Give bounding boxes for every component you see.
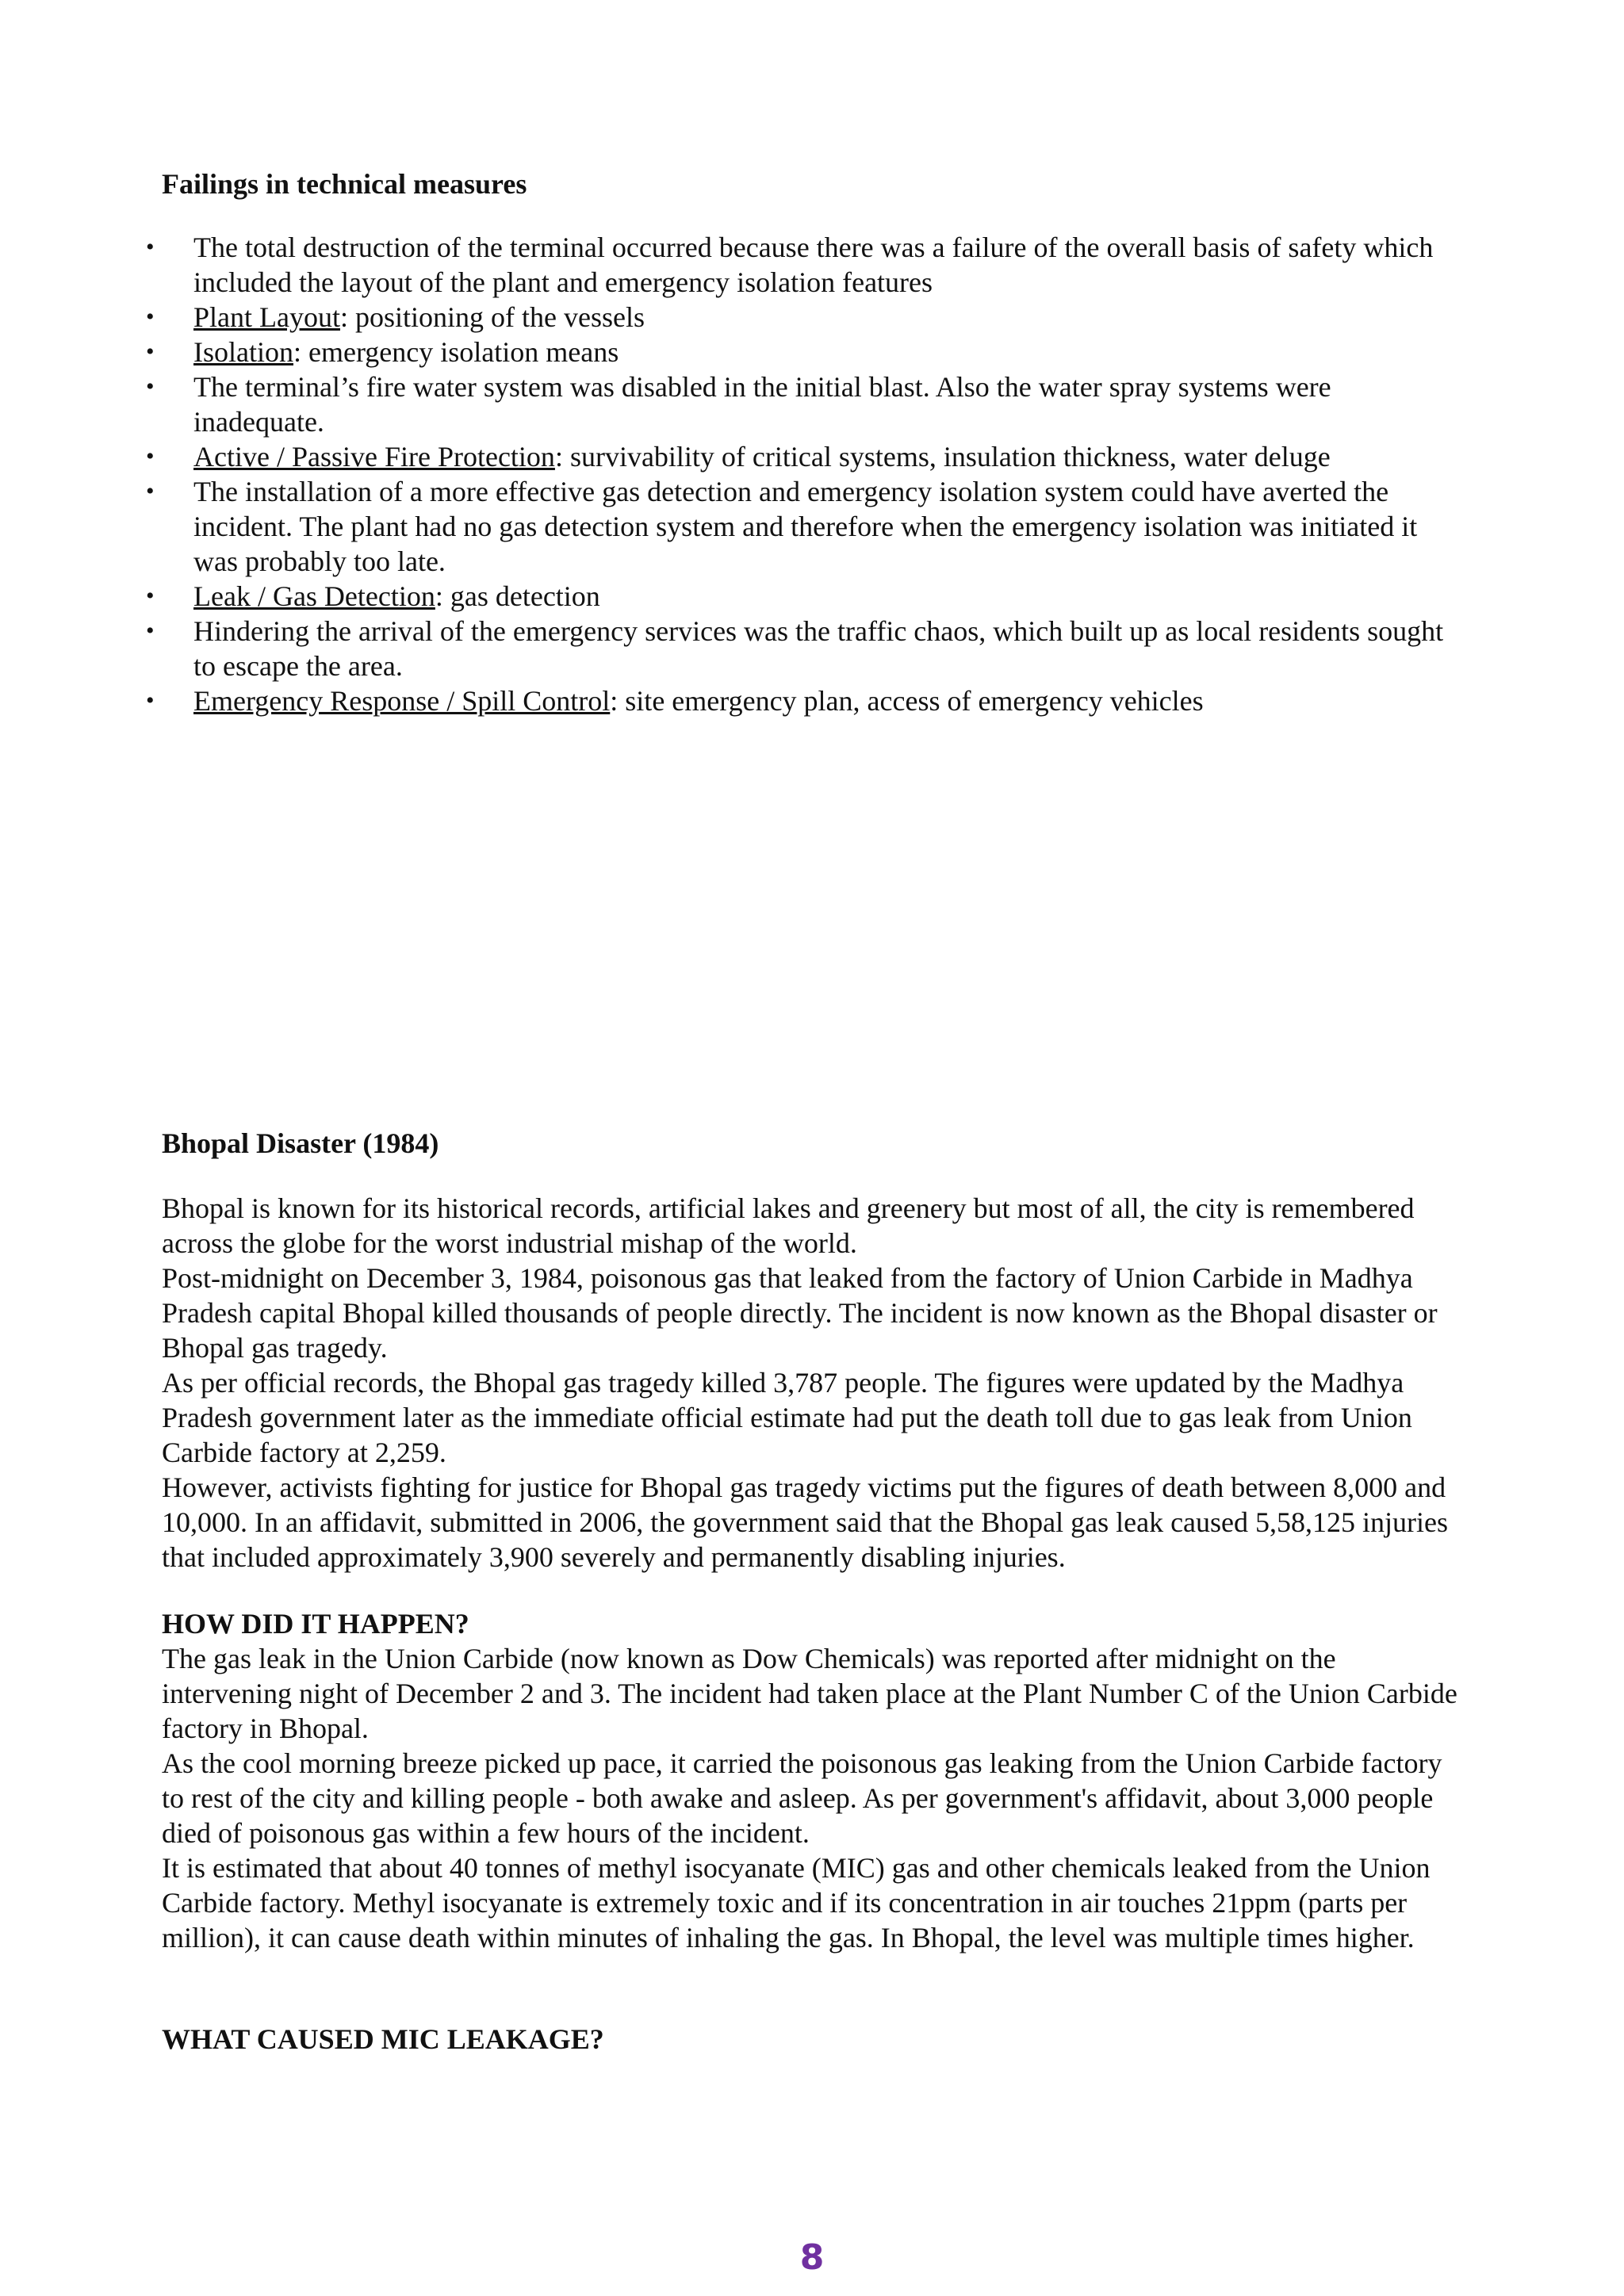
bullet-underlined-label: Active / Passive Fire Protection <box>193 441 555 473</box>
bullet-item: • Plant Layout: positioning of the vessels <box>162 300 1462 335</box>
bullet-item: • The installation of a more effective gas detection and emergency isolation system could have averted the incident. The plant had no gas detection system and therefore when the emergency isolation was initiated it was probably too late. <box>162 474 1462 579</box>
how-body-text <box>162 1641 1462 1955</box>
section-heading-how: HOW DID IT HAPPEN? <box>162 1608 469 1640</box>
bhopal-body-text <box>162 1191 1462 1575</box>
paragraph: Bhopal is known for its historical records, artificial lakes and greenery but most of all, the city is remembered across the globe for the worst industrial mishap of the world. <box>162 1192 1415 1259</box>
bullet-underlined-label: Emergency Response / Spill Control <box>193 685 611 717</box>
bullet-item: • Isolation: emergency isolation means <box>162 335 1462 369</box>
page-number: 8 <box>799 2237 825 2278</box>
section-heading-failings: Failings in technical measures <box>162 168 527 200</box>
paragraph: Post-midnight on December 3, 1984, poisonous gas that leaked from the factory of Union Carbide in Madhya Pradesh capital Bhopal killed thousands of people directly. The incident is now known as the Bhopal disaster or Bhopal gas tragedy. <box>162 1262 1438 1364</box>
paragraph: The gas leak in the Union Carbide (now known as Dow Chemicals) was reported after midnight on the intervening night of December 2 and 3. The incident had taken place at the Plant Number C of the Union Carbide factory in Bhopal. <box>162 1643 1457 1744</box>
paragraph: It is estimated that about 40 tonnes of methyl isocyanate (MIC) gas and other chemicals leaked from the Union Carbide factory. Methyl isocyanate is extremely toxic and if its concentration in air touches 21ppm (parts per million), it can cause death within minutes of inhaling the gas. In Bhopal, the level was multiple times higher. <box>162 1852 1431 1954</box>
paragraph: As per official records, the Bhopal gas tragedy killed 3,787 people. The figures were updated by the Madhya Pradesh government later as the immediate official estimate had put the death toll due to gas leak from Union Carbide factory at 2,259. <box>162 1367 1412 1468</box>
paragraph: However, activists fighting for justice for Bhopal gas tragedy victims put the figures of death between 8,000 and 10,000. In an affidavit, submitted in 2006, the government said that the Bhopal gas leak caused 5,58,125 injuries that included approximately 3,900 severely and permanently disabling injuries. <box>162 1471 1449 1573</box>
bullet-item: • The total destruction of the terminal occurred because there was a failure of the overall basis of safety which included the layout of the plant and emergency isolation features <box>162 230 1462 300</box>
bullet-item: • The terminal’s fire water system was disabled in the initial blast. Also the water spray systems were inadequate. <box>162 369 1462 439</box>
section-heading-bhopal: Bhopal Disaster (1984) <box>162 1127 439 1159</box>
paragraph: As the cool morning breeze picked up pace, it carried the poisonous gas leaking from the Union Carbide factory to rest of the city and killing people - both awake and asleep. As per government's affidavit, about 3,000 people died of poisonous gas within a few hours of the incident. <box>162 1747 1442 1849</box>
bullet-underlined-label: Plant Layout <box>193 301 340 333</box>
bullet-item: • Leak / Gas Detection: gas detection <box>162 579 1462 614</box>
bullet-item: • Emergency Response / Spill Control: site emergency plan, access of emergency vehicles <box>162 683 1462 718</box>
failings-bullet-list <box>162 230 1462 718</box>
bullet-item: • Hindering the arrival of the emergency services was the traffic chaos, which built up as local residents sought to escape the area. <box>162 614 1462 683</box>
bullet-item: • Active / Passive Fire Protection: survivability of critical systems, insulation thickness, water deluge <box>162 439 1462 474</box>
bullet-underlined-label: Leak / Gas Detection <box>193 580 435 612</box>
section-heading-mic-leakage: WHAT CAUSED MIC LEAKAGE? <box>162 2023 604 2055</box>
bullet-underlined-label: Isolation <box>193 336 293 368</box>
